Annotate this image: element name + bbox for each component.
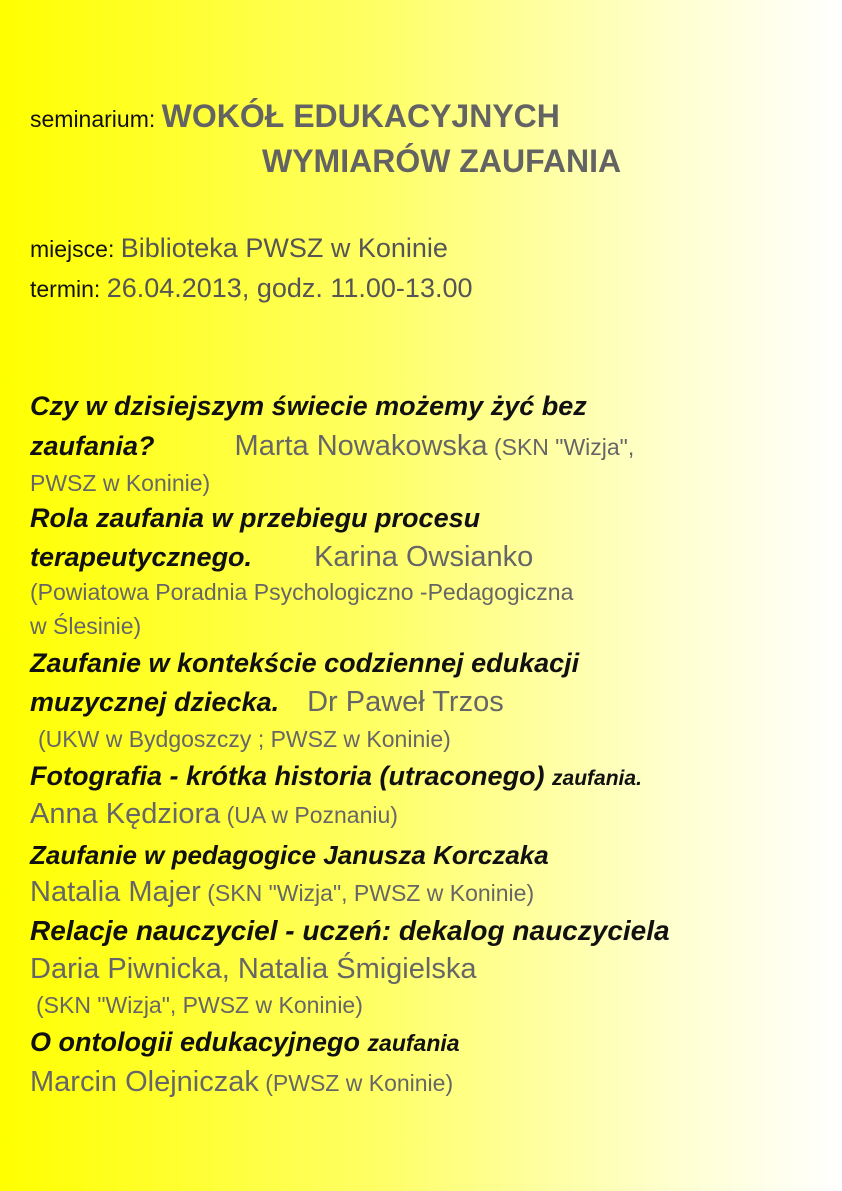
talk-7-speaker-line [30,1066,453,1099]
place-label: miejsce: [30,236,121,262]
talk-4-title [30,761,642,792]
talk-7-title-main: O ontologii edukacyjnego [30,1027,368,1057]
talk-1-affiliation-line1: (SKN "Wizja", [487,434,635,460]
talk-3-title-line2: muzycznej dziecka. [30,687,280,717]
talk-4-title-small: zaufania. [552,767,642,790]
talk-7-speaker: Marcin Olejniczak [30,1066,259,1098]
place-line [30,233,448,264]
talk-5-title: Zaufanie w pedagogice Janusza Korczaka [30,840,549,870]
talk-3-title-line1: Zaufanie w kontekście codziennej edukacji [30,648,580,678]
place-value: Biblioteka PWSZ w Koninie [120,233,448,263]
talk-6-title: Relacje nauczyciel - uczeń: dekalog nauczyciela [30,915,670,946]
talk-1-line2 [30,430,634,463]
talk-1-title-line1: Czy w dzisiejszym świecie możemy żyć bez [30,391,587,421]
talk-5-speaker: Natalia Majer [30,876,201,908]
talk-4-speaker: Anna Kędziora [30,798,221,830]
seminar-title-line1: WOKÓŁ EDUKACYJNYCH [161,98,560,134]
talk-7-title [30,1027,460,1058]
talk-2-title-line2: terapeutycznego. [30,542,253,572]
talk-4-affiliation: (UA w Poznaniu) [220,802,398,828]
date-label: termin: [30,276,107,302]
talk-7-title-small: zaufania [367,1030,460,1056]
talk-6-speaker: Daria Piwnicka, Natalia Śmigielska [30,953,477,985]
talk-5-affiliation: (SKN "Wizja", PWSZ w Koninie) [200,880,535,906]
talk-3-line2 [30,686,504,719]
talk-2-line2 [30,541,533,574]
talk-4-title-main: Fotografia - krótka historia (utraconego) [30,761,553,791]
seminar-header [30,98,560,135]
talk-1-title-line2: zaufania? [30,431,155,461]
talk-2-title-line1: Rola zaufania w przebiegu procesu [30,503,481,533]
talk-1-affiliation-line2: PWSZ w Koninie) [30,470,211,496]
talk-6-affiliation: (SKN "Wizja", PWSZ w Koninie) [36,992,363,1018]
date-line [30,273,473,304]
talk-3-affiliation: (UKW w Bydgoszczy ; PWSZ w Koninie) [38,726,451,752]
talk-2-affiliation-line2: w Ślesinie) [30,613,142,639]
talk-5-speaker-line [30,876,534,909]
seminar-label: seminarium: [30,106,162,132]
talk-2-speaker: Karina Owsianko [314,541,534,573]
seminar-title-line2: WYMIARÓW ZAUFANIA [262,143,622,179]
talk-4-speaker-line [30,798,398,831]
talk-1-speaker: Marta Nowakowska [234,430,488,462]
date-value: 26.04.2013, godz. 11.00-13.00 [106,273,473,303]
talk-3-speaker: Dr Paweł Trzos [307,686,504,718]
talk-7-affiliation: (PWSZ w Koninie) [258,1070,454,1096]
talk-2-affiliation-line1: (Powiatowa Poradnia Psychologiczno -Pedagogiczna [30,579,574,605]
